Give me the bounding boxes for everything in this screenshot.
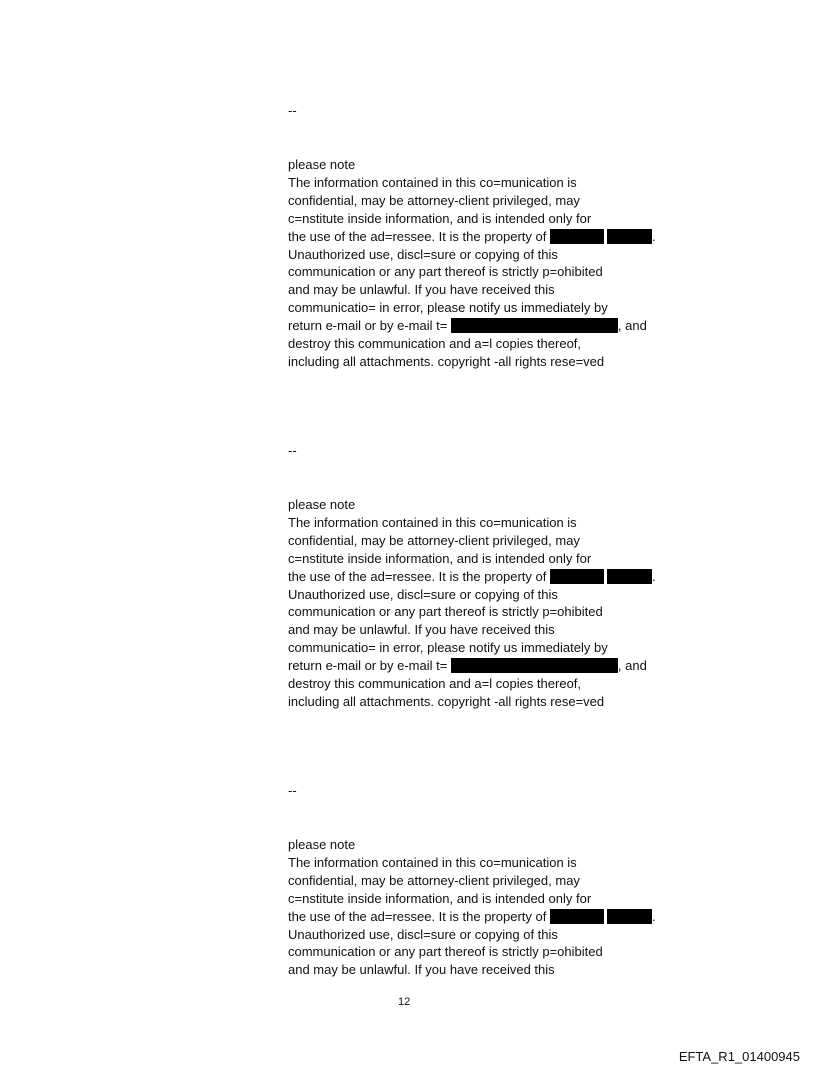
notice-line: communication or any part thereof is strictly p=ohibited bbox=[288, 604, 603, 620]
notice-line: and may be unlawful. If you have received this bbox=[288, 622, 555, 638]
notice-line-email bbox=[288, 657, 678, 675]
notice-line-property bbox=[288, 228, 678, 246]
notice-line-property bbox=[288, 568, 678, 586]
notice-line: confidential, may be attorney-client privileged, may bbox=[288, 532, 580, 548]
notice-line-text: the use of the ad=ressee. It is the property of bbox=[288, 228, 550, 244]
notice-line: Unauthorized use, discl=sure or copying of this bbox=[288, 926, 558, 942]
notice-heading: please note bbox=[288, 497, 356, 512]
notice-line: The information contained in this co=munication is bbox=[288, 854, 577, 870]
notice-line-text: return e-mail or by e-mail t= bbox=[288, 658, 451, 674]
redaction-bar bbox=[550, 569, 604, 584]
notice-block-3 bbox=[288, 782, 678, 800]
notice-line: including all attachments. copyright -all rights rese=ved bbox=[288, 353, 605, 369]
notice-line: including all attachments. copyright -all rights rese=ved bbox=[288, 693, 605, 709]
notice-heading: please note bbox=[288, 157, 356, 172]
redaction-bar bbox=[550, 229, 604, 244]
redaction-bar bbox=[607, 909, 652, 924]
notice-line: Unauthorized use, discl=sure or copying of this bbox=[288, 586, 558, 602]
notice-line: and may be unlawful. If you have received this bbox=[288, 962, 555, 978]
notice-line: c=nstitute inside information, and is intended only for bbox=[288, 550, 592, 566]
notice-line: destroy this communication and a=l copies thereof, bbox=[288, 336, 582, 352]
separator: -- bbox=[288, 103, 297, 118]
redaction-bar bbox=[607, 569, 652, 584]
redaction-bar bbox=[451, 318, 618, 333]
notice-line-text: the use of the ad=ressee. It is the property of bbox=[288, 908, 550, 924]
document-id: EFTA_R1_01400945 bbox=[678, 1049, 800, 1064]
notice-line: Unauthorized use, discl=sure or copying of this bbox=[288, 246, 558, 262]
notice-line-text: . bbox=[651, 228, 656, 244]
notice-line: communicatio= in error, please notify us immediately by bbox=[288, 300, 608, 316]
notice-line: c=nstitute inside information, and is intended only for bbox=[288, 890, 592, 906]
notice-line: confidential, may be attorney-client privileged, may bbox=[288, 192, 580, 208]
redaction-bar bbox=[451, 658, 618, 673]
notice-line: The information contained in this co=munication is bbox=[288, 174, 577, 190]
notice-line-text: . bbox=[651, 568, 656, 584]
notice-line-property bbox=[288, 908, 678, 926]
notice-body-1 bbox=[288, 156, 678, 371]
notice-line: destroy this communication and a=l copies thereof, bbox=[288, 676, 582, 692]
separator: -- bbox=[288, 783, 297, 798]
notice-line: confidential, may be attorney-client privileged, may bbox=[288, 872, 580, 888]
notice-body-3 bbox=[288, 836, 678, 979]
notice-block-2 bbox=[288, 442, 678, 460]
notice-line-text: , and bbox=[617, 318, 647, 334]
notice-line-text: , and bbox=[617, 658, 647, 674]
notice-line: c=nstitute inside information, and is intended only for bbox=[288, 210, 592, 226]
notice-body-2 bbox=[288, 496, 678, 711]
notice-line-text: return e-mail or by e-mail t= bbox=[288, 318, 451, 334]
notice-line: communicatio= in error, please notify us immediately by bbox=[288, 640, 608, 656]
separator: -- bbox=[288, 443, 297, 458]
notice-line: communication or any part thereof is strictly p=ohibited bbox=[288, 264, 603, 280]
redaction-bar bbox=[550, 909, 604, 924]
notice-line-text: the use of the ad=ressee. It is the property of bbox=[288, 568, 550, 584]
notice-block-1 bbox=[288, 102, 678, 120]
page-number: 12 bbox=[398, 996, 411, 1008]
notice-heading: please note bbox=[288, 837, 356, 852]
redaction-bar bbox=[607, 229, 652, 244]
notice-line: communication or any part thereof is strictly p=ohibited bbox=[288, 944, 603, 960]
notice-line-email bbox=[288, 317, 678, 335]
notice-line-text: . bbox=[651, 908, 656, 924]
notice-line: The information contained in this co=munication is bbox=[288, 514, 577, 530]
notice-line: and may be unlawful. If you have received this bbox=[288, 282, 555, 298]
